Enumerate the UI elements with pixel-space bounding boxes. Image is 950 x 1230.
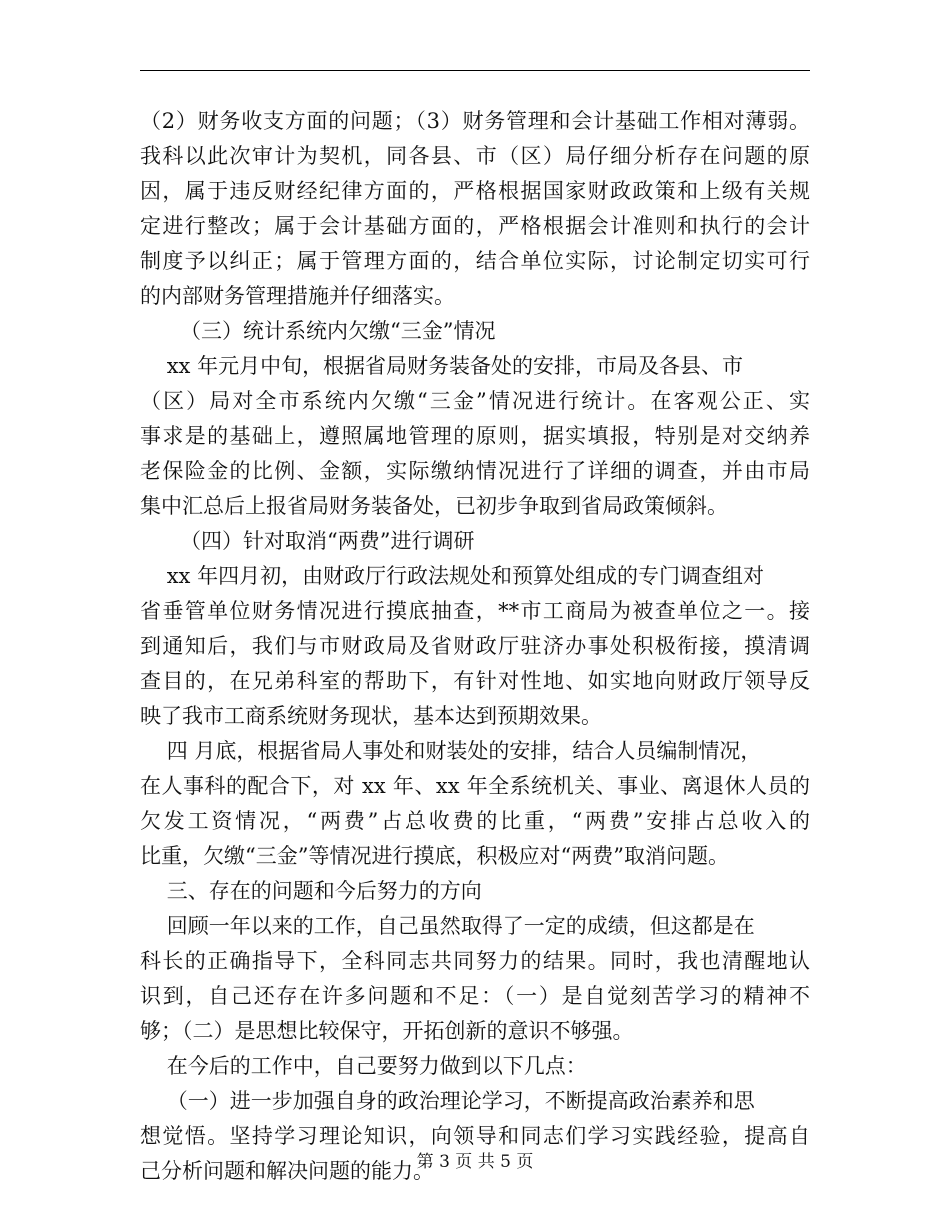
- section-heading: （四）针对取消“两费”进行调研: [140, 529, 475, 553]
- text-line: xx 年元月中旬，根据省局财务装备处的安排，市局及各县、市: [140, 354, 744, 378]
- header-rule: [140, 70, 810, 71]
- text-line: 事求是的基础上，遵照属地管理的原则，据实填报，特别是对交纳养: [140, 424, 810, 448]
- section-heading: （三）统计系统内欠缴“三金”情况: [140, 319, 496, 343]
- text-line: 到通知后，我们与市财政局及省财政厅驻济办事处积极衔接，摸清调: [140, 634, 810, 658]
- text-line: 制度予以纠正；属于管理方面的，结合单位实际，讨论制定切实可行: [140, 249, 810, 273]
- text-line: 想觉悟。坚持学习理论知识，向领导和同志们学习实践经验，提高自: [140, 1124, 810, 1148]
- text-line: 够；（二）是思想比较保守，开拓创新的意识不够强。: [140, 1019, 634, 1043]
- text-line: xx 年四月初，由财政厅行政法规处和预算处组成的专门调查组对: [140, 564, 765, 588]
- text-line: （一）进一步加强自身的政治理论学习，不断提高政治素养和思: [140, 1089, 755, 1113]
- text-line: 回顾一年以来的工作，自己虽然取得了一定的成绩，但这都是在: [140, 914, 755, 938]
- text-line: 查目的，在兄弟科室的帮助下，有针对性地、如实地向财政厅领导反: [140, 669, 810, 693]
- text-line: 己分析问题和解决问题的能力。: [140, 1159, 434, 1183]
- document-body: [140, 104, 810, 1189]
- text-line: 我科以此次审计为契机，同各县、市（区）局仔细分析存在问题的原: [140, 144, 810, 168]
- text-line: （区）局对全市系统内欠缴“三金”情况进行统计。在客观公正、实: [140, 389, 810, 413]
- text-line: 识到，自己还存在许多问题和不足：（一）是自觉刻苦学习的精神不: [140, 984, 810, 1008]
- text-line: 集中汇总后上报省局财务装备处，已初步争取到省局政策倾斜。: [140, 494, 728, 518]
- text-line: 映了我市工商系统财务现状，基本达到预期效果。: [140, 704, 602, 728]
- text-line: 定进行整改；属于会计基础方面的，严格根据会计准则和执行的会计: [140, 214, 810, 238]
- text-line: 在人事科的配合下，对 xx 年、xx 年全系统机关、事业、离退休人员的: [140, 774, 810, 798]
- text-line: 欠发工资情况，“两费”占总收费的比重，“两费”安排占总收入的: [140, 809, 810, 833]
- text-line: 比重，欠缴“三金”等情况进行摸底，积极应对“两费”取消问题。: [140, 844, 729, 868]
- section-heading: 三、存在的问题和今后努力的方向: [140, 879, 482, 903]
- text-line: 省垂管单位财务情况进行摸底抽查，**市工商局为被查单位之一。接: [140, 599, 810, 623]
- text-line: 四 月底，根据省局人事处和财装处的安排，结合人员编制情况，: [140, 739, 762, 763]
- text-line: 老保险金的比例、金额，实际缴纳情况进行了详细的调查，并由市局: [140, 459, 810, 483]
- text-line: 科长的正确指导下，全科同志共同努力的结果。同时，我也清醒地认: [140, 949, 810, 973]
- text-line: （2）财务收支方面的问题；（3）财务管理和会计基础工作相对薄弱。: [140, 109, 810, 133]
- text-line: 在今后的工作中，自己要努力做到以下几点：: [140, 1054, 587, 1078]
- text-line: 的内部财务管理措施并仔细落实。: [140, 284, 455, 308]
- text-line: 因，属于违反财经纪律方面的，严格根据国家财政政策和上级有关规: [140, 179, 810, 203]
- page-number-footer: 第 3 页 共 5 页: [416, 1152, 534, 1172]
